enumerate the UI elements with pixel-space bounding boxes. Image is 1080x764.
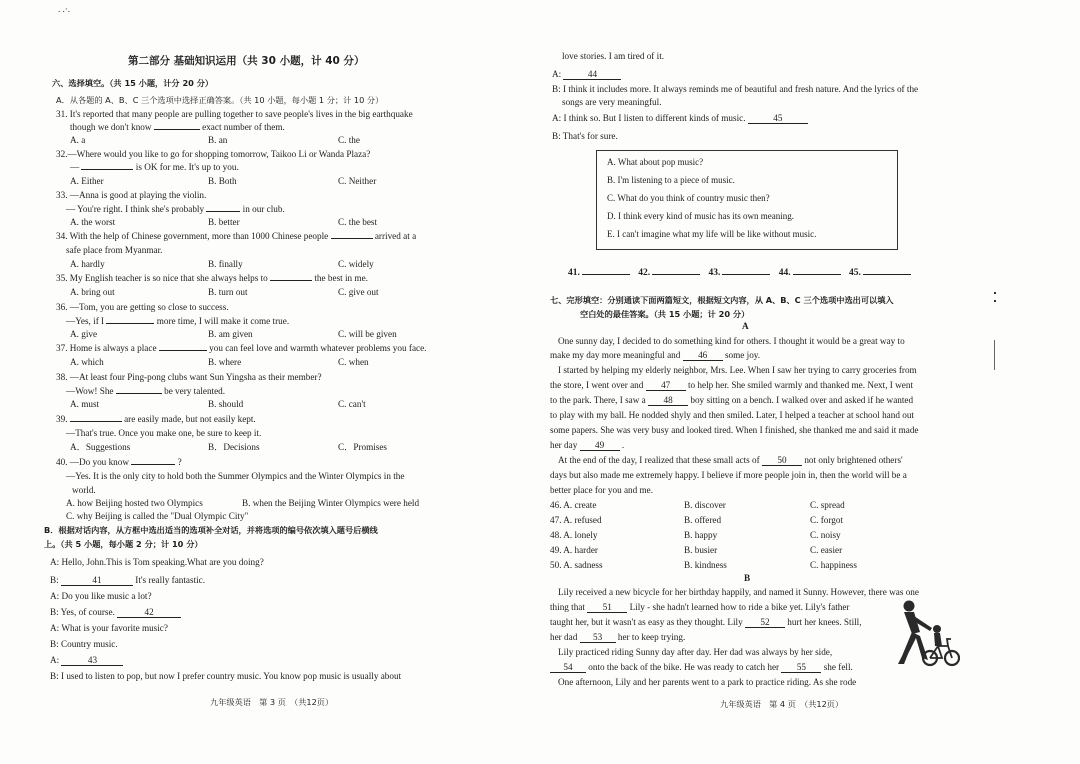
box-option-a: A. What about pop music? — [607, 157, 704, 167]
part7-heading-2: 空白处的最佳答案。（共 15 小题；计 20 分） — [580, 309, 750, 319]
passage-a-line-10: days but also made me extremely happy. I believe if more people join in, then the world will be a — [550, 470, 907, 480]
dialog-line-44: A: 44 — [552, 68, 621, 80]
q40-line3: world. — [72, 485, 96, 495]
edge-line — [994, 340, 995, 370]
passage-b-line-4: her dad 53 her to keep trying. — [550, 632, 686, 642]
dialog-line-b3: B: That's for sure. — [552, 131, 618, 141]
page-footer-4: 九年级英语 第 4 页 （共12页） — [720, 699, 844, 709]
passage-b-line-5: Lily practiced riding Sunny day after day. Her dad was always by her side, — [558, 647, 833, 657]
q31-line1: 31. It's reported that many people are pulling together to save people's lives in the big earthquake — [56, 109, 413, 119]
father-head — [904, 601, 915, 612]
partB-instruction-1: B．根据对话内容，从方框中选出适当的选项补全对话，并将选项的编号依次填入题号后横线 — [44, 525, 378, 535]
passage-a-line-11: better place for you and me. — [550, 485, 654, 495]
q40-line2: —Yes. It is the only city to hold both the Summer Olympics and the Winter Olympics in the — [66, 471, 405, 481]
box-option-d: D. I think every kind of music has its own meaning. — [607, 211, 794, 221]
part6-heading: 六、选择填空。（共 15 小题，计分 20 分） — [52, 78, 214, 88]
passage-b-line-7: One afternoon, Lily and her parents went to a park to practice riding. As she rode — [558, 677, 857, 687]
passage-a-line-3: I started by helping my elderly neighbor, Mrs. Lee. When I saw her trying to carry groceries from — [558, 365, 917, 375]
passage-a-line-8: her day 49 . — [550, 440, 625, 450]
q33-line1: 33. —Anna is good at playing the violin. — [56, 190, 207, 200]
passage-a-line-5: to the park. There, I saw a 48 boy sitting on a bench. I walked over and asked if he wanted — [550, 395, 914, 405]
q36-line2: —Yes, if I more time, I will make it come true. — [66, 316, 290, 326]
passage-b-line-2: thing that 51 Lily - she hadn't learned how to ride a bike yet. Lily's father — [550, 602, 850, 612]
passage-a-line-7: some papers. She was very busy and looked tired. When I finished, she thanked me and said it made — [550, 425, 919, 435]
partA-instruction: A．从各题的 A、B、C 三个选项中选择正确答案。（共 10 小题，每小题 1 分；计 10 分） — [56, 95, 384, 105]
passage-b-line-3: taught her, but it wasn't as easy as they thought. Lily 52 hurt her knees. Still, — [550, 617, 862, 627]
bike-illustration — [892, 598, 960, 670]
dialog-line-7: A: 43 — [50, 654, 123, 666]
dialog-line-5: A: What is your favorite music? — [50, 623, 168, 633]
q34-line2: safe place from Myanmar. — [66, 245, 163, 255]
page-3: 第二部分 基础知识运用（共 30 小题，计 40 分） 六、选择填空。（共 15 小题，计分 20 分） A．从各题的 A、B、C 三个选项中选择正确答案。（共 10 小题，每小题 1 分；计 10 分） 31. It's reported that many people are pulling together to save people's lives in the big earthquake though we don't know exact number of them. A. a B. an C. the 32.—Where would you like to go for shopping tomorrow, Taikoo Li or Wanda Plaza? — is OK for me. It's up to you. A. Either B. Both C. Neither 33. —Anna is good at playing the violin. — You're right. I think she's probably in our club. A. the worst B. better C. the best 34. With the help of Chinese government, more than 1000 Chinese people arrived at a safe place from Myanmar. A. hardly B. finally C. widely 35. My English teacher is so nice that she always helps to the best in me. A. bring out B. turn out C. give out 36. —Tom, you are getting so close to success. —Yes, if I more time, I will make it come true. A. give B. am given C. will be given 37. Home is always a place you can feel love and warmth whatever problems you face. A. which B. where C. when 38. —At least four Ping-pong clubs want Sun Yingsha as their member? —Wow! She be very talented. A. must B. should C. can't 39. are easily made, but not easily kept. —That's true. Once you make one, be sure to keep it. A．Suggestions B．Decisions C．Promises 40. —Do you know ? —Yes. It is the only city to hold both the Summer Olympics and the Winter Olympics in the world. A. how Beijing hosted two Olympics B. when the Beijing Winter Olympics were held C. why Beijing is called the "Dual Olympic City" B．根据对话内容，从方框中选出适当的选项补全对话，并将选项的编号依次填入题号后横线 上。（共 5 小题，每小题 2 分；计 10 分） A: Hello, John.This is Tom speaking.What are you doing? B: 41 It's really fantastic. A: Do you like music a lot? B: Yes, of course. 42 A: What is your favorite music? B: Country music. A: 43 B: I used to listen to pop, but now I prefer country music. You know pop music is usually about 九年级英语 第 3 页 （共12页） — [44, 55, 427, 707]
child-head — [933, 625, 941, 633]
q33-line2: — You're right. I think she's probably in our club. — [66, 204, 285, 214]
corner-mark: . .·. — [58, 4, 70, 14]
passage-b-line-6: 54 onto the back of the bike. He was ready to catch her 55 she fell. — [550, 661, 853, 673]
q32-line2: — is OK for me. It's up to you. — [70, 162, 239, 172]
q40-line1: 40. —Do you know ? — [56, 457, 182, 467]
child-body — [934, 633, 942, 646]
q31-line2: though we don't know exact number of them. — [70, 122, 285, 132]
q39-line2: —That's true. Once you make one, be sure to keep it. — [66, 428, 262, 438]
dialog-line-45: A: I think so. But I listen to different kinds of music. 45 — [552, 112, 808, 124]
dialog-line-b1: B: I think it includes more. It always reminds me of beautiful and fresh nature. And the lyrics of the — [552, 84, 919, 94]
q36-line1: 36. —Tom, you are getting so close to success. — [56, 302, 229, 312]
passage-a-label: A — [742, 321, 749, 331]
box-option-b: B. I'm listening to a piece of music. — [607, 175, 735, 185]
box-option-e: E. I can't imagine what my life will be like without music. — [607, 229, 817, 239]
dialog-line-b2: songs are very meaningful. — [562, 97, 662, 107]
edge-dot — [994, 292, 996, 294]
options-box — [596, 150, 898, 250]
passage-b-line-1: Lily received a new bicycle for her birthday happily, and named it Sunny. However, there was one — [558, 587, 919, 597]
q35-line1: 35. My English teacher is so nice that she always helps to the best in me. — [56, 273, 368, 283]
passage-b-label: B — [744, 573, 751, 583]
edge-dot — [994, 300, 996, 302]
section-title: 第二部分 基础知识运用（共 30 小题，计 40 分） — [128, 55, 365, 67]
dialog-line-4: B: Yes, of course. 42 — [50, 606, 181, 618]
dialog-continuation: love stories. I am tired of it. — [562, 51, 665, 61]
dialog-line-3: A: Do you like music a lot? — [50, 591, 152, 601]
q37-line1: 37. Home is always a place you can feel love and warmth whatever problems you face. — [56, 343, 427, 353]
dialog-line-8: B: I used to listen to pop, but now I prefer country music. You know pop music is usually about — [50, 671, 402, 681]
dialog-line-1: A: Hello, John.This is Tom speaking.What are you doing? — [50, 557, 264, 567]
part7-heading-1: 七、完形填空：分别通读下面两篇短文，根据短文内容，从 A、B、C 三个选项中选出可以填入 — [550, 295, 894, 305]
q32-line1: 32.—Where would you like to go for shopping tomorrow, Taikoo Li or Wanda Plaza? — [56, 149, 371, 159]
passage-a-line-6: to play with my ball. He nodded shyly and then smiled. Later, I helped a teacher at school hand out — [550, 410, 914, 420]
q40-option-c: C. why Beijing is called the "Dual Olympic City" — [66, 511, 249, 521]
passage-a-line-9: At the end of the day, I realized that these small acts of 50 not only brightened others' — [558, 455, 903, 465]
q38-line2: —Wow! She be very talented. — [66, 386, 226, 396]
passage-a-line-1: One sunny day, I decided to do something kind for others. I thought it would be a great way to — [558, 336, 905, 346]
page-4: love stories. I am tired of it. A: 44 B: I think it includes more. It always reminds me of beautiful and fresh nature. And the lyrics of the songs are very meaningful. A: I think so. But I listen to different kinds of music. 45 B: That's for sure. A. What about pop music? B. I'm listening to a piece of music. C. What do you think of country music then? D. I think every kind of music has its own meaning. E. I can't imagine what my life will be like without music. 41. 42. 43. 44. 45. 七、完形填空：分别通读下面两篇短文，根据短文内容，从 A、B、C 三个选项中选出可以填入 空白处的最佳答案。（共 15 小题；计 20 分） A One sunny day, I decided to do something kind for others. I thought it would be a great way to make my day more meaningful and 46 some joy. I started by helping my elderly neighbor, Mrs. Lee. When I saw her trying to carry groceries from the store, I went over and 47 to help her. She smiled warmly and thanked me. Next, I went to the park. There, I saw a 48 boy sitting on a bench. I walked over and asked if he wanted to play with my ball. He nodded shyly and then smiled. Later, I helped a teacher at school hand out some papers. She was very busy and looked tired. When I finished, she thanked me and said it made her day 49 . At the end of the day, I realized that these small acts of 50 not only brightened others' days but also made me extremely happy. I believe if more people join in, then the world will be a better place for you and me. 46. A. create B. discover C. spread 47. A. refused B. offered C. forgot 48. A. lonely B. happy C. noisy 49. A. harder B. busier C. easier 50. A. sadness B. kindness C. happiness B Lily received a new bicycle for her birthday happily, and named it Sunny. However, there was one thing that 51 Lily - she hadn't learned how to ride a bike yet. Lily's father taught her, but it wasn't as easy as they thought. Lily 52 hurt her knees. Still, her dad 53 her to keep trying. Lily practiced riding Sunny day after day. Her dad was always by her side, 54 onto the back of the bike. He was ready to catch her 55 she fell. One afternoon, Lily and her parents went to a park to practice riding. As she rode 九年级英语 第 4 页 （共12页） — [540, 0, 1080, 764]
page-footer-3: 九年级英语 第 3 页 （共12页） — [210, 697, 334, 707]
box-option-c: C. What do you think of country music then? — [607, 193, 770, 203]
passage-a-line-4: the store, I went over and 47 to help her. She smiled warmly and thanked me. Next, I went — [550, 380, 914, 390]
q39-line1: 39. are easily made, but not easily kept. — [56, 414, 256, 424]
passage-a-line-2: make my day more meaningful and 46 some joy. — [550, 350, 761, 360]
q38-line1: 38. —At least four Ping-pong clubs want Sun Yingsha as their member? — [56, 372, 322, 382]
partB-instruction-2: 上。（共 5 小题，每小题 2 分；计 10 分） — [44, 539, 203, 549]
dialog-line-6: B: Country music. — [50, 639, 118, 649]
answer-blanks-row: 41. 42. 43. 44. 45. — [568, 268, 917, 278]
q34-line1: 34. With the help of Chinese government, more than 1000 Chinese people arrived at a — [56, 231, 417, 241]
dialog-line-2: B: 41 It's really fantastic. — [50, 575, 206, 585]
